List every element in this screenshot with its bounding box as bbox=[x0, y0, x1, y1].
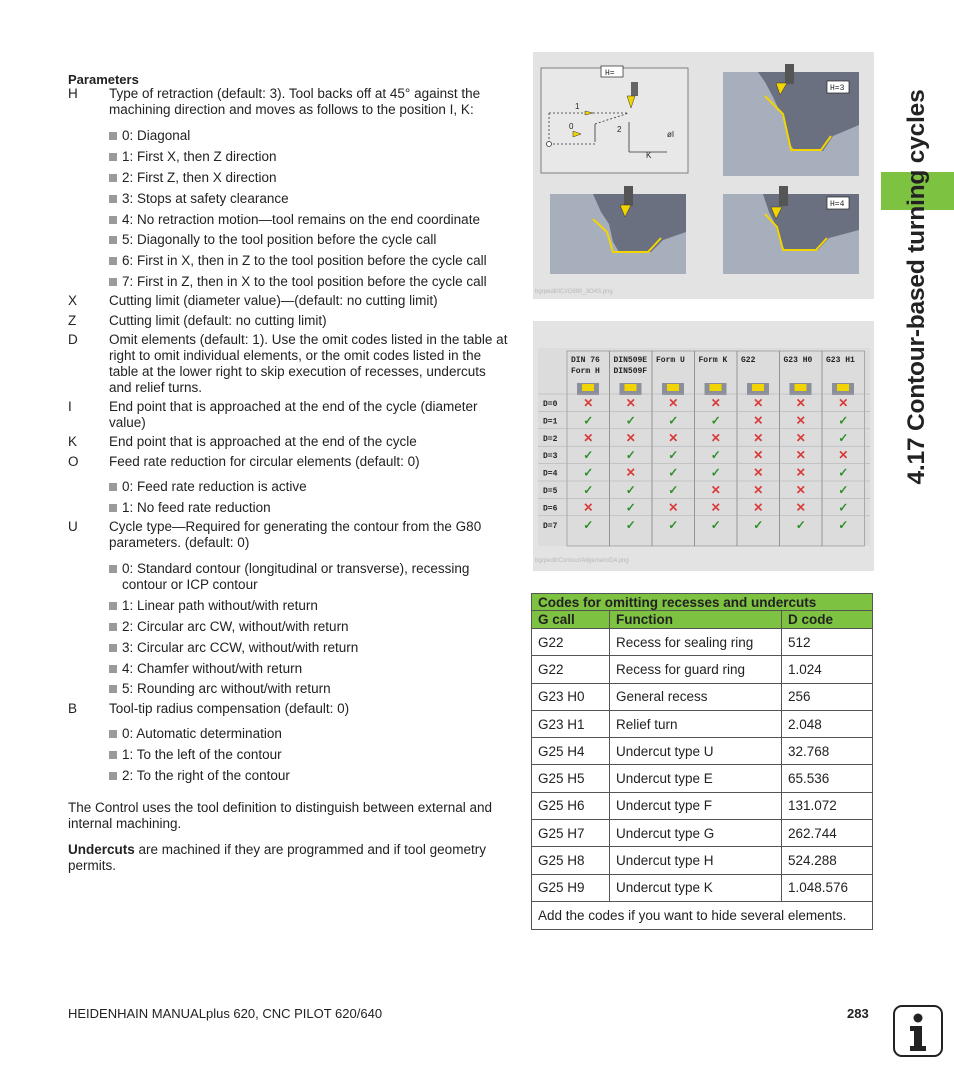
omitted-mark: ✕ bbox=[838, 448, 849, 463]
executed-mark: ✓ bbox=[668, 517, 679, 532]
omitted-mark: ✕ bbox=[753, 396, 764, 410]
row-label: D=7 bbox=[543, 521, 558, 531]
omitted-mark: ✕ bbox=[583, 430, 594, 445]
omitted-mark: ✕ bbox=[625, 396, 636, 410]
param-o: O Feed rate reduction for circular elements (default: 0) bbox=[68, 454, 420, 469]
h-option: 2: First Z, then X direction bbox=[109, 170, 509, 186]
param-d: D Omit elements (default: 1). Use the omit codes listed in the table at right to omit individual elements, or the omit codes listed in the table at the lower right to skip execution of recesses, undercuts and relief turns. bbox=[68, 332, 508, 395]
omitted-mark: ✕ bbox=[753, 430, 764, 445]
table-row bbox=[532, 710, 873, 737]
col-header-function: Function bbox=[610, 611, 782, 629]
executed-mark: ✓ bbox=[668, 465, 679, 480]
h-option: 1: First X, then Z direction bbox=[109, 149, 509, 165]
omitted-mark: ✕ bbox=[625, 430, 636, 445]
table-row bbox=[532, 629, 873, 656]
function-cell: Undercut type E bbox=[610, 765, 782, 792]
executed-mark: ✓ bbox=[710, 413, 721, 428]
g-call-cell: G23 H0 bbox=[532, 683, 610, 710]
undercuts-text: are machined if they are programmed and if tool geometry permits. bbox=[68, 842, 486, 873]
column-header-label: DIN 76 bbox=[571, 356, 600, 365]
function-cell: Undercut type K bbox=[610, 874, 782, 901]
table-footer: Add the codes if you want to hide several elements. bbox=[532, 901, 873, 929]
omitted-mark: ✕ bbox=[625, 465, 636, 480]
executed-mark: ✓ bbox=[838, 413, 849, 428]
h-option: 5: Diagonally to the tool position before the cycle call bbox=[109, 232, 509, 248]
executed-mark: ✓ bbox=[668, 413, 679, 428]
column-header-label: DIN509E bbox=[613, 356, 648, 365]
omitted-mark: ✕ bbox=[668, 500, 679, 515]
function-cell: Undercut type H bbox=[610, 847, 782, 874]
u-option: 2: Circular arc CW, without/with return bbox=[109, 619, 509, 635]
executed-mark: ✓ bbox=[583, 413, 594, 428]
u-option: 4: Chamfer without/with return bbox=[109, 661, 509, 677]
table-row bbox=[532, 792, 873, 819]
row-label: D=2 bbox=[543, 434, 558, 444]
function-cell: Undercut type U bbox=[610, 738, 782, 765]
retraction-figure bbox=[533, 52, 874, 299]
table-row bbox=[532, 847, 873, 874]
table-row bbox=[532, 874, 873, 901]
u-option: 0: Standard contour (longitudinal or transverse), recessing contour or ICP contour bbox=[109, 561, 504, 593]
executed-mark: ✓ bbox=[710, 448, 721, 463]
svg-text:1: 1 bbox=[575, 102, 580, 111]
o-option: 1: No feed rate reduction bbox=[109, 500, 509, 516]
executed-mark: ✓ bbox=[583, 517, 594, 532]
executed-mark: ✓ bbox=[583, 483, 594, 497]
executed-mark: ✓ bbox=[795, 517, 806, 532]
profile-icon-groove bbox=[837, 384, 849, 391]
executed-mark: ✓ bbox=[838, 517, 849, 532]
omitted-mark: ✕ bbox=[753, 483, 764, 497]
h-option: 4: No retraction motion—tool remains on the end coordinate bbox=[109, 212, 509, 228]
u-option: 5: Rounding arc without/with return bbox=[109, 681, 509, 697]
omitted-mark: ✕ bbox=[795, 413, 806, 428]
omitted-mark: ✕ bbox=[583, 396, 594, 410]
d-code-cell: 2.048 bbox=[782, 710, 873, 737]
d-code-cell: 1.024 bbox=[782, 656, 873, 683]
svg-text:H=4: H=4 bbox=[830, 200, 845, 209]
d-code-cell: 65.536 bbox=[782, 765, 873, 792]
omit-codes-table bbox=[531, 593, 873, 930]
b-option: 2: To the right of the contour bbox=[109, 768, 509, 784]
row-label: D=6 bbox=[543, 504, 558, 514]
svg-text:2: 2 bbox=[617, 125, 622, 134]
executed-mark: ✓ bbox=[625, 500, 636, 515]
row-label: D=4 bbox=[543, 469, 558, 479]
h-option: 0: Diagonal bbox=[109, 128, 509, 144]
executed-mark: ✓ bbox=[838, 483, 849, 497]
g-call-cell: G23 H1 bbox=[532, 710, 610, 737]
o-option: 0: Feed rate reduction is active bbox=[109, 479, 509, 495]
column-header-label: G22 bbox=[741, 356, 756, 365]
executed-mark: ✓ bbox=[838, 465, 849, 480]
row-label: D=1 bbox=[543, 417, 558, 427]
figure-caption: bgrpedit/Contour/Allgemein/D4.png bbox=[535, 558, 629, 564]
row-label: D=5 bbox=[543, 487, 558, 496]
param-x: X Cutting limit (diameter value)—(default: no cutting limit) bbox=[68, 293, 438, 308]
column-header-label: DIN509F bbox=[613, 367, 648, 376]
omit-elements-matrix bbox=[533, 321, 874, 571]
row-label: D=3 bbox=[543, 452, 558, 462]
g-call-cell: G22 bbox=[532, 656, 610, 683]
profile-icon-groove bbox=[710, 384, 722, 391]
d-code-cell: 512 bbox=[782, 629, 873, 656]
table-title: Codes for omitting recesses and undercuts bbox=[532, 594, 873, 611]
function-cell: Undercut type G bbox=[610, 820, 782, 847]
svg-text:H=3: H=3 bbox=[830, 84, 845, 93]
h-option: 3: Stops at safety clearance bbox=[109, 191, 509, 207]
column-header-label: G23 H1 bbox=[826, 356, 855, 365]
param-h: H Type of retraction (default: 3). Tool backs off at 45° against the machining direction and moves as follows to the position I, K: bbox=[68, 86, 481, 117]
omitted-mark: ✕ bbox=[753, 448, 764, 463]
g-call-cell: G25 H9 bbox=[532, 874, 610, 901]
column-header-label: Form K bbox=[698, 356, 728, 365]
g-call-cell: G25 H6 bbox=[532, 792, 610, 819]
figure-caption: bgrpedit/ICI/G890_3O4S.png bbox=[535, 289, 613, 295]
footer-text: HEIDENHAIN MANUALplus 620, CNC PILOT 620/640 bbox=[68, 1006, 383, 1021]
profile-icon-groove bbox=[625, 384, 637, 391]
profile-icon-groove bbox=[667, 384, 679, 391]
table-row bbox=[532, 820, 873, 847]
svg-text:K: K bbox=[646, 151, 652, 160]
profile-icon-groove bbox=[582, 384, 594, 391]
param-i: I End point that is approached at the end of the cycle (diameter value) bbox=[68, 399, 478, 430]
executed-mark: ✓ bbox=[625, 517, 636, 532]
omitted-mark: ✕ bbox=[838, 396, 849, 410]
omitted-mark: ✕ bbox=[668, 430, 679, 445]
param-z: Z Cutting limit (default: no cutting limit) bbox=[68, 313, 327, 328]
column-header-label: Form U bbox=[656, 356, 685, 365]
section-title: 4.17 Contour-based turning cycles bbox=[903, 89, 930, 485]
g-call-cell: G22 bbox=[532, 629, 610, 656]
g-call-cell: G25 H7 bbox=[532, 820, 610, 847]
function-cell: Recess for guard ring bbox=[610, 656, 782, 683]
u-option: 1: Linear path without/with return bbox=[109, 598, 509, 614]
omit-elements-figure bbox=[533, 321, 874, 571]
executed-mark: ✓ bbox=[710, 517, 721, 532]
function-cell: Recess for sealing ring bbox=[610, 629, 782, 656]
executed-mark: ✓ bbox=[583, 448, 594, 463]
omitted-mark: ✕ bbox=[795, 430, 806, 445]
col-header-dcode: D code bbox=[782, 611, 873, 629]
omitted-mark: ✕ bbox=[795, 500, 806, 515]
executed-mark: ✓ bbox=[668, 448, 679, 463]
omitted-mark: ✕ bbox=[753, 465, 764, 480]
omitted-mark: ✕ bbox=[710, 500, 721, 515]
function-cell: Relief turn bbox=[610, 710, 782, 737]
param-k: K End point that is approached at the end of the cycle bbox=[68, 434, 417, 449]
omitted-mark: ✕ bbox=[795, 448, 806, 463]
profile-icon-groove bbox=[752, 384, 764, 391]
g-call-cell: G25 H4 bbox=[532, 738, 610, 765]
d-code-cell: 32.768 bbox=[782, 738, 873, 765]
function-cell: Undercut type F bbox=[610, 792, 782, 819]
d-code-cell: 131.072 bbox=[782, 792, 873, 819]
paragraph-undercuts bbox=[68, 842, 513, 874]
column-header-label: Form H bbox=[571, 367, 600, 376]
executed-mark: ✓ bbox=[838, 500, 849, 515]
executed-mark: ✓ bbox=[668, 483, 679, 497]
h-option: 6: First in X, then in Z to the tool position before the cycle call bbox=[109, 253, 509, 269]
function-cell: General recess bbox=[610, 683, 782, 710]
svg-text:H=: H= bbox=[605, 69, 615, 78]
row-label: D=0 bbox=[543, 400, 558, 409]
d-code-cell: 262.744 bbox=[782, 820, 873, 847]
executed-mark: ✓ bbox=[710, 465, 721, 480]
omitted-mark: ✕ bbox=[668, 396, 679, 410]
col-header-gcall: G call bbox=[532, 611, 610, 629]
executed-mark: ✓ bbox=[838, 430, 849, 445]
executed-mark: ✓ bbox=[625, 448, 636, 463]
omitted-mark: ✕ bbox=[753, 413, 764, 428]
b-option: 1: To the left of the contour bbox=[109, 747, 509, 763]
executed-mark: ✓ bbox=[625, 483, 636, 497]
omitted-mark: ✕ bbox=[710, 396, 721, 410]
omitted-mark: ✕ bbox=[710, 430, 721, 445]
u-option: 3: Circular arc CCW, without/with return bbox=[109, 640, 509, 656]
table-row bbox=[532, 765, 873, 792]
d-code-cell: 1.048.576 bbox=[782, 874, 873, 901]
omitted-mark: ✕ bbox=[583, 500, 594, 515]
g-call-cell: G25 H8 bbox=[532, 847, 610, 874]
parameters-heading: Parameters bbox=[68, 72, 139, 87]
d-code-cell: 524.288 bbox=[782, 847, 873, 874]
param-b: B Tool-tip radius compensation (default: 0) bbox=[68, 701, 350, 716]
retraction-diagram bbox=[533, 52, 874, 299]
omitted-mark: ✕ bbox=[795, 483, 806, 497]
column-header-label: G23 H0 bbox=[783, 356, 813, 365]
table-body bbox=[532, 629, 873, 902]
matrix-background bbox=[538, 348, 870, 546]
table-row bbox=[532, 683, 873, 710]
table-row bbox=[532, 738, 873, 765]
page-number: 283 bbox=[847, 1006, 869, 1021]
svg-text:0: 0 bbox=[569, 122, 574, 131]
executed-mark: ✓ bbox=[625, 413, 636, 428]
g-call-cell: G25 H5 bbox=[532, 765, 610, 792]
omitted-mark: ✕ bbox=[795, 396, 806, 410]
d-code-cell: 256 bbox=[782, 683, 873, 710]
b-option: 0: Automatic determination bbox=[109, 726, 509, 742]
param-u: U Cycle type—Required for generating the contour from the G80 parameters. (default: 0) bbox=[68, 519, 482, 550]
omitted-mark: ✕ bbox=[710, 483, 721, 497]
info-icon bbox=[893, 1005, 943, 1057]
svg-text:øI: øI bbox=[667, 130, 675, 139]
h-option: 7: First in Z, then in X to the tool position before the cycle call bbox=[109, 274, 509, 290]
omitted-mark: ✕ bbox=[795, 465, 806, 480]
executed-mark: ✓ bbox=[583, 465, 594, 480]
paragraph-tool-definition: The Control uses the tool definition to distinguish between external and internal machining. bbox=[68, 800, 493, 831]
profile-icon-groove bbox=[795, 384, 807, 391]
executed-mark: ✓ bbox=[753, 517, 764, 532]
omitted-mark: ✕ bbox=[753, 500, 764, 515]
table-row bbox=[532, 656, 873, 683]
undercuts-bold: Undercuts bbox=[68, 842, 135, 857]
